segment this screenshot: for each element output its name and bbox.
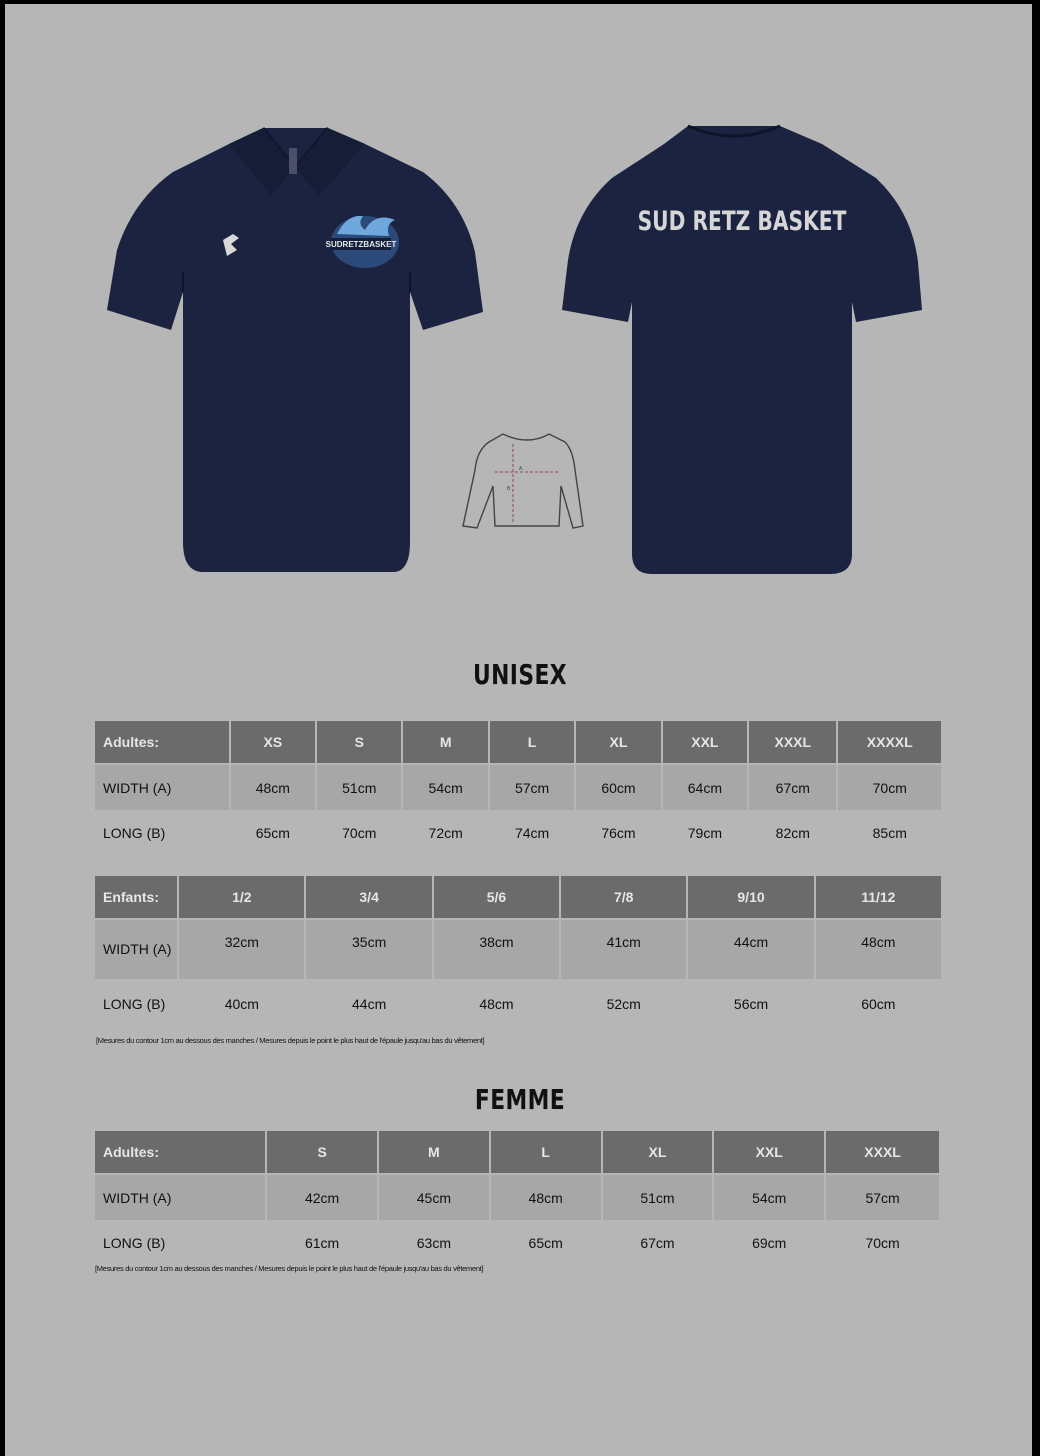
header-cell: M xyxy=(379,1131,489,1173)
table-cell: 65cm xyxy=(255,824,290,841)
header-cell: 5/6 xyxy=(434,876,559,918)
header-cell: Adultes: xyxy=(95,1131,265,1173)
table-cell: 57cm xyxy=(826,1175,939,1220)
table-cell: 54cm xyxy=(714,1175,824,1220)
header-cell: XXXL xyxy=(749,721,836,763)
back-print-text: SUD RETZ BASKET xyxy=(637,205,847,237)
table-cell: 35cm xyxy=(306,920,431,979)
unisex-title: UNISEX xyxy=(473,658,567,691)
header-cell: 7/8 xyxy=(561,876,686,918)
table-cell: 61cm xyxy=(304,1234,340,1251)
table-cell: 48cm xyxy=(491,1175,601,1220)
table-cell: 54cm xyxy=(403,765,487,810)
table-row xyxy=(95,1220,939,1265)
front-polo-image xyxy=(103,122,493,582)
table-cell: 48cm xyxy=(479,996,514,1012)
measurement-diagram xyxy=(457,430,589,534)
table-cell: 44cm xyxy=(352,996,387,1012)
header-cell: 11/12 xyxy=(816,876,941,918)
table-cell: 69cm xyxy=(752,1234,787,1251)
unisex-adults-header-row xyxy=(95,721,941,763)
header-cell: XXL xyxy=(714,1131,824,1173)
femme-title: FEMME xyxy=(474,1083,566,1116)
table-cell: 51cm xyxy=(317,765,401,810)
table-cell: 42cm xyxy=(267,1175,377,1220)
table-cell: 44cm xyxy=(688,920,813,979)
femme-adults-table xyxy=(93,1131,941,1265)
header-cell: M xyxy=(403,721,487,763)
table-row xyxy=(95,979,941,1029)
table-cell: 70cm xyxy=(865,1234,900,1251)
table-cell: 85cm xyxy=(872,824,907,841)
table-cell: 70cm xyxy=(342,824,377,841)
unisex-children-header-row xyxy=(95,876,941,918)
row-label: WIDTH (A) xyxy=(95,1175,265,1220)
table-cell: 51cm xyxy=(603,1175,713,1220)
diagram-label-a: A xyxy=(519,466,523,472)
row-label: WIDTH (A) xyxy=(95,920,177,979)
header-cell: 1/2 xyxy=(179,876,304,918)
table-cell: 57cm xyxy=(490,765,574,810)
header-cell: Adultes: xyxy=(95,721,229,763)
header-cell: XXXL xyxy=(826,1131,939,1173)
table-cell: 82cm xyxy=(775,824,810,841)
row-label: LONG (B) xyxy=(103,824,166,841)
unisex-measure-note: [Mesures du contour 1cm au dessous des manches / Mesures depuis le point le plus haut de l'épaule jusqu'au bas du vêtement] xyxy=(96,1036,485,1045)
header-cell: XL xyxy=(603,1131,713,1173)
table-cell: 38cm xyxy=(434,920,559,979)
table-cell: 67cm xyxy=(640,1234,675,1251)
table-cell: 56cm xyxy=(733,996,769,1012)
unisex-adults-table xyxy=(93,721,943,855)
table-row xyxy=(95,810,941,855)
header-cell: L xyxy=(491,1131,601,1173)
header-cell: XL xyxy=(576,721,660,763)
table-cell: 79cm xyxy=(687,824,722,841)
header-cell: L xyxy=(490,721,574,763)
femme-measure-note: [Mesures du contour 1cm au dessous des manches / Mesures depuis le point le plus haut de l'épaule jusqu'au bas du vêtement] xyxy=(95,1264,484,1273)
row-label: LONG (B) xyxy=(103,996,166,1012)
table-cell: 52cm xyxy=(606,996,641,1012)
unisex-children-table xyxy=(93,876,943,1029)
table-cell: 41cm xyxy=(561,920,686,979)
header-cell: Enfants: xyxy=(95,876,177,918)
back-polo-image xyxy=(560,122,930,582)
header-cell: XS xyxy=(231,721,315,763)
femme-adults-header-row xyxy=(95,1131,939,1173)
table-row xyxy=(95,1175,939,1220)
table-cell: 60cm xyxy=(861,996,896,1012)
table-cell: 48cm xyxy=(816,920,941,979)
row-label: WIDTH (A) xyxy=(95,765,229,810)
table-cell: 63cm xyxy=(416,1234,451,1251)
size-guide-sheet xyxy=(5,4,1032,1456)
table-cell: 65cm xyxy=(528,1234,563,1251)
table-cell: 40cm xyxy=(224,996,259,1012)
header-cell: XXXXL xyxy=(838,721,941,763)
header-cell: 9/10 xyxy=(688,876,813,918)
header-cell: 3/4 xyxy=(306,876,431,918)
table-cell: 48cm xyxy=(231,765,315,810)
table-cell: 60cm xyxy=(576,765,660,810)
svg-text:SUDRETZBASKET: SUDRETZBASKET xyxy=(325,240,397,249)
header-cell: XXL xyxy=(663,721,747,763)
table-row xyxy=(95,765,941,810)
table-cell: 45cm xyxy=(379,1175,489,1220)
table-row xyxy=(95,920,941,979)
header-cell: S xyxy=(317,721,401,763)
table-cell: 72cm xyxy=(428,824,463,841)
table-cell: 64cm xyxy=(663,765,747,810)
diagram-label-b: B xyxy=(507,486,511,492)
table-cell: 74cm xyxy=(514,824,550,841)
table-cell: 76cm xyxy=(601,824,636,841)
header-cell: S xyxy=(267,1131,377,1173)
table-cell: 32cm xyxy=(179,920,304,979)
table-cell: 67cm xyxy=(749,765,836,810)
table-cell: 70cm xyxy=(838,765,941,810)
row-label: LONG (B) xyxy=(103,1234,166,1251)
